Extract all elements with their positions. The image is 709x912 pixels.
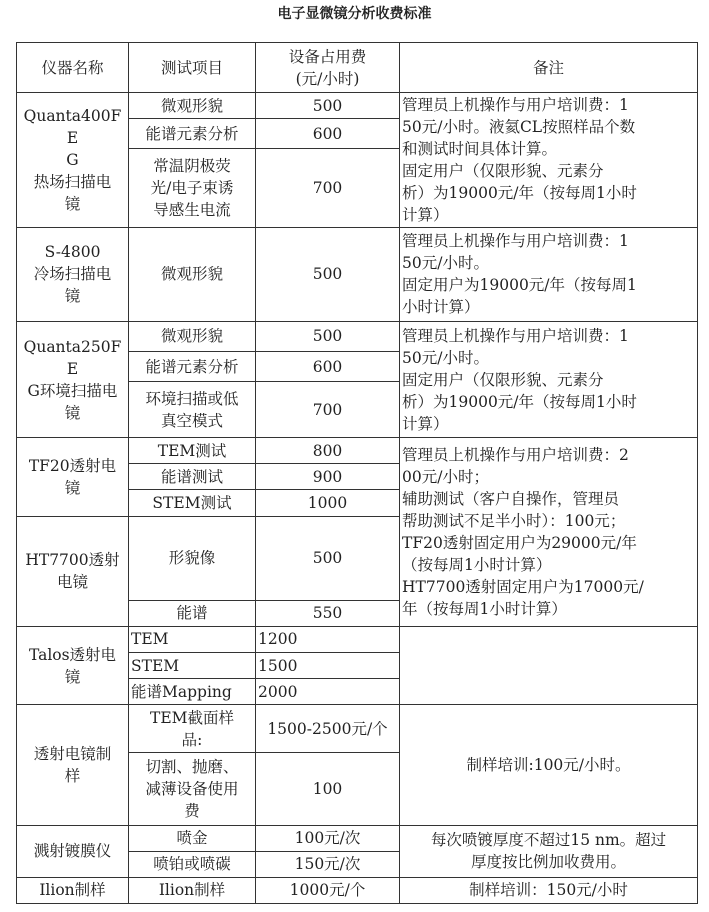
header-instrument: 仪器名称 [17,43,129,93]
note-sample-prep: 制样培训:100元/小时。 [400,705,698,825]
fee-value: 700 [256,382,400,438]
fee-value: 150元/次 [256,851,400,877]
instrument-quanta250: Quanta250FE G环境扫描电 镜 [17,321,129,437]
fee-value: 100元/次 [256,825,400,851]
header-row [17,43,698,93]
instrument-quanta400: Quanta400FE G 热场扫描电 镜 [17,93,129,227]
fee-value: 1500 [256,652,400,678]
note-tem: 管理员上机操作与用户培训费：2 00元/小时； 辅助测试（客户自操作，管理员 帮助测试不足半小时）：100元； TF20透射固定用户为29000元/年 （按每周1小时计算） HT7700透射固定用户为17000元/ 年（按每周1小时计算） [400,438,698,627]
fee-value: 800 [256,438,400,464]
table-row [17,626,698,652]
fee-value: 1500-2500元/个 [256,705,400,753]
fee-value: 550 [256,600,400,626]
table-row [17,705,698,753]
header-fee: 设备占用费 (元/小时) [256,43,400,93]
table-row [17,438,698,464]
test-item: 微观形貌 [129,227,256,321]
test-item: 微观形貌 [129,321,256,351]
test-item: TEM测试 [129,438,256,464]
fee-value: 1000元/个 [256,877,400,903]
fee-value: 600 [256,119,400,149]
instrument-talos: Talos透射电 镜 [17,626,129,704]
header-note: 备注 [400,43,698,93]
note-quanta250: 管理员上机操作与用户培训费：1 50元/小时。 固定用户（仅限形貌、元素分 析）为19000元/年（按每周1小时 计算） [400,321,698,437]
fee-value: 500 [256,93,400,119]
fee-table [16,42,698,904]
test-item: 能谱元素分析 [129,352,256,382]
fee-value: 500 [256,227,400,321]
test-item: TEM [129,626,256,652]
instrument-ilion: Ilion制样 [17,877,129,903]
instrument-ht7700: HT7700透射 电镜 [17,516,129,626]
test-item: 切割、抛磨、 减薄设备使用 费 [129,753,256,825]
instrument-s4800: S-4800 冷场扫描电 镜 [17,227,129,321]
table-row [17,877,698,903]
note-quanta400: 管理员上机操作与用户培训费：1 50元/小时。液氦CL按照样品个数 和测试时间具体计算。 固定用户（仅限形貌、元素分 析）为19000元/年（按每周1小时 计算） [400,93,698,227]
table-row [17,227,698,321]
instrument-sputter: 溅射镀膜仪 [17,825,129,877]
test-item: STEM测试 [129,490,256,516]
table-row [17,321,698,351]
test-item: 能谱 [129,600,256,626]
fee-value: 2000 [256,679,400,705]
test-item: 喷铂或喷碳 [129,851,256,877]
note-talos-empty [400,626,698,704]
test-item: 能谱元素分析 [129,119,256,149]
test-item: 常温阴极荧 光/电子束诱 导感生电流 [129,149,256,227]
note-sputter: 每次喷镀厚度不超过15 nm。超过 厚度按比例加收费用。 [400,825,698,877]
instrument-sample-prep: 透射电镜制 样 [17,705,129,825]
table-row [17,93,698,119]
header-test: 测试项目 [129,43,256,93]
fee-value: 700 [256,149,400,227]
test-item: 能谱Mapping [129,679,256,705]
page-title: 电子显微镜分析收费标准 [277,6,432,22]
test-item: 喷金 [129,825,256,851]
fee-value: 500 [256,321,400,351]
fee-value: 500 [256,516,400,600]
fee-value: 900 [256,464,400,490]
fee-value: 100 [256,753,400,825]
test-item: 微观形貌 [129,93,256,119]
fee-value: 600 [256,352,400,382]
test-item: 形貌像 [129,516,256,600]
test-item: 能谱测试 [129,464,256,490]
test-item: TEM截面样 品: [129,705,256,753]
test-item: Ilion制样 [129,877,256,903]
instrument-tf20: TF20透射电 镜 [17,438,129,516]
note-ilion: 制样培训：150元/小时 [400,877,698,903]
note-s4800: 管理员上机操作与用户培训费：1 50元/小时。 固定用户为19000元/年（按每周1 小时计算） [400,227,698,321]
table-row [17,825,698,851]
fee-value: 1200 [256,626,400,652]
test-item: STEM [129,652,256,678]
test-item: 环境扫描或低 真空模式 [129,382,256,438]
fee-value: 1000 [256,490,400,516]
